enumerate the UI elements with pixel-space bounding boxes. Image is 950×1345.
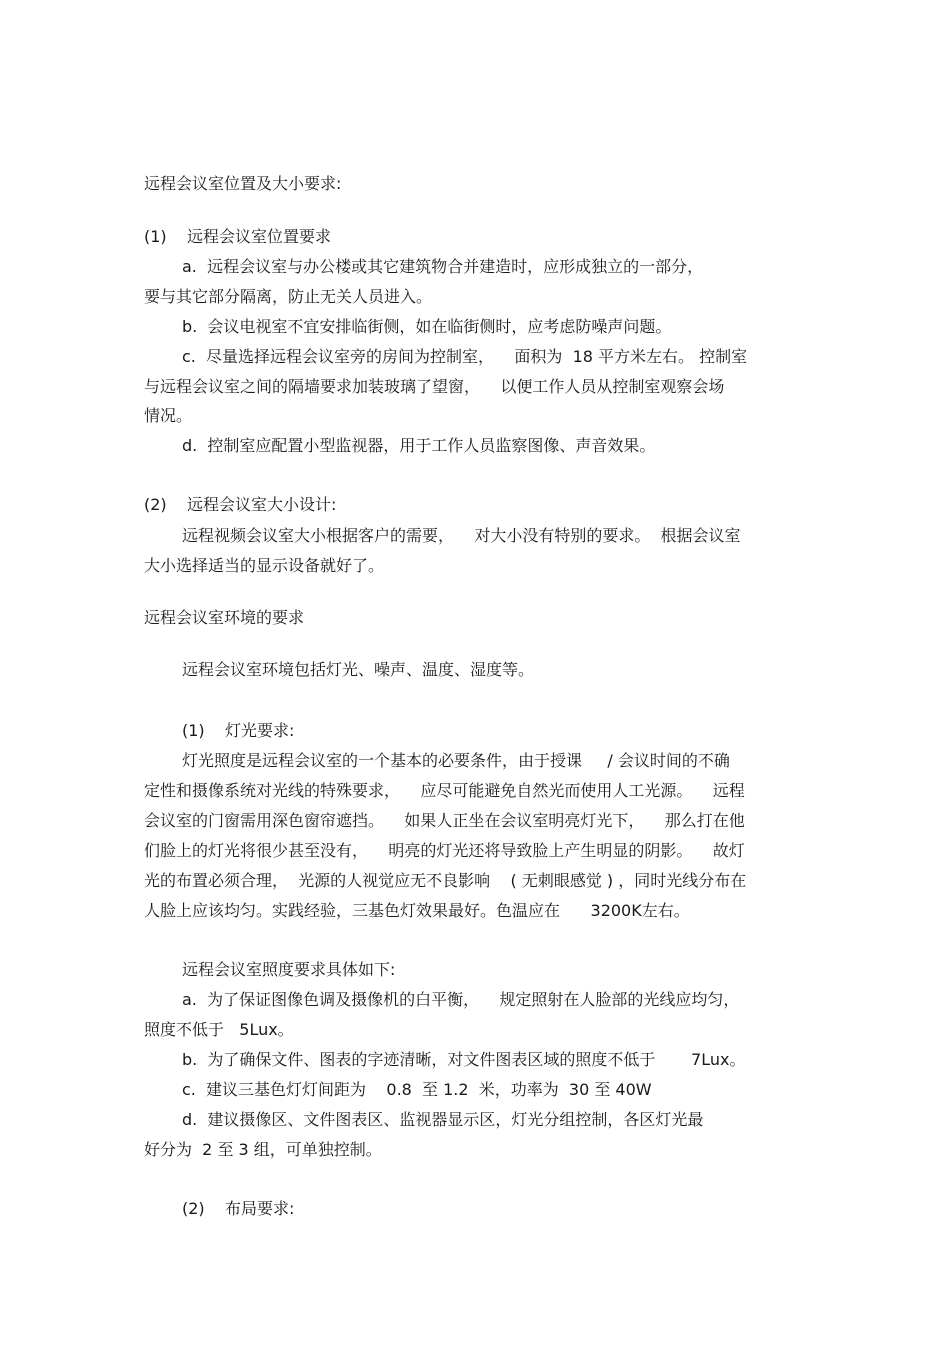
environment-intro: 远程会议室环境包括灯光、噪声、温度、湿度等。 — [182, 660, 535, 679]
lighting-para-line2: 定性和摄像系统对光线的特殊要求， 应尽可能避免自然光而使用人工光源。 远程 — [144, 781, 745, 800]
layout-title: (2) 布局要求: — [182, 1199, 295, 1218]
item-d: d. 控制室应配置小型监视器，用于工作人员监察图像、声音效果。 — [182, 436, 656, 455]
lighting-para-line1: 灯光照度是远程会议室的一个基本的必要条件，由于授课 / 会议时间的不确 — [182, 751, 730, 770]
item-c-line1: c. 尽量选择远程会议室旁的房间为控制室， 面积为 18 平方米左右。 控制室 — [182, 347, 748, 366]
heading-environment: 远程会议室环境的要求 — [144, 608, 305, 627]
illum-item-c: c. 建议三基色灯灯间距为 0.8 至 1.2 米，功率为 30 至 40W — [182, 1080, 652, 1099]
illum-item-b: b. 为了确保文件、图表的字迹清晰，对文件图表区域的照度不低于 7Lux。 — [182, 1050, 746, 1069]
lighting-para-line5: 光的布置必须合理， 光源的人视觉应无不良影响 ( 无刺眼感觉 ) ，同时光线分布在 — [144, 871, 747, 890]
item-a-line1: a. 远程会议室与办公楼或其它建筑物合并建造时，应形成独立的一部分， — [182, 257, 704, 276]
illum-item-a-line1: a. 为了保证图像色调及摄像机的白平衡， 规定照射在人脸部的光线应均匀， — [182, 990, 740, 1009]
section-1-title: (1) 远程会议室位置要求 — [144, 227, 332, 246]
item-b: b. 会议电视室不宜安排临街侧，如在临街侧时，应考虑防噪声问题。 — [182, 317, 672, 336]
lighting-para-line3: 会议室的门窗需用深色窗帘遮挡。 如果人正坐在会议室明亮灯光下， 那么打在他 — [144, 811, 745, 830]
item-a-line2: 要与其它部分隔离，防止无关人员进入。 — [144, 287, 433, 306]
lighting-title: (1) 灯光要求: — [182, 721, 295, 740]
section-2-para-line2: 大小选择适当的显示设备就好了。 — [144, 556, 385, 575]
lighting-para-line6: 人脸上应该均匀。实践经验，三基色灯效果最好。色温应在 3200K左右。 — [144, 901, 690, 920]
item-c-line3: 情况。 — [144, 406, 193, 425]
illum-item-d-line2: 好分为 2 至 3 组，可单独控制。 — [144, 1140, 382, 1159]
item-c-line2: 与远程会议室之间的隔墙要求加装玻璃了望窗， 以便工作人员从控制室观察会场 — [144, 377, 725, 396]
heading-location-size: 远程会议室位置及大小要求: — [144, 174, 342, 193]
illum-item-d-line1: d. 建议摄像区、文件图表区、监视器显示区，灯光分组控制，各区灯光最 — [182, 1110, 704, 1129]
section-2-title: (2) 远程会议室大小设计: — [144, 495, 337, 514]
illum-item-a-line2: 照度不低于 5Lux。 — [144, 1020, 294, 1039]
section-2-para-line1: 远程视频会议室大小根据客户的需要， 对大小没有特别的要求。 根据会议室 — [182, 526, 741, 545]
illumination-title: 远程会议室照度要求具体如下: — [182, 960, 396, 979]
lighting-para-line4: 们脸上的灯光将很少甚至没有， 明亮的灯光还将导致脸上产生明显的阴影。 故灯 — [144, 841, 745, 860]
